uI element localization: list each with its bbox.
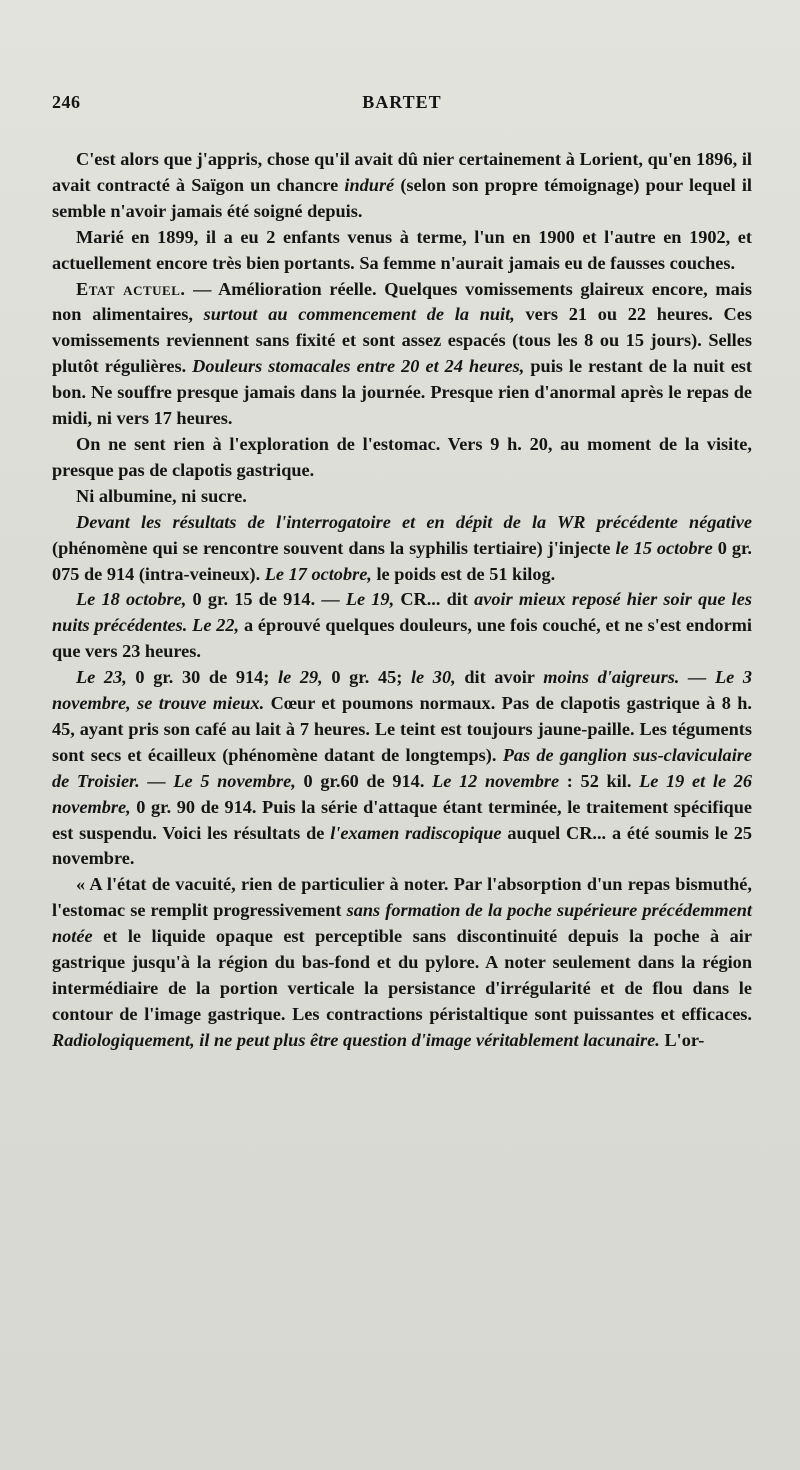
paragraph	[52, 587, 752, 665]
text-run: puis le restant de la nuit est bon. Ne souffre presque jamais dans la journée. Presque rien d'anormal après le repas de midi, ni vers 17 heures.	[52, 356, 753, 429]
italic-text: Le 23,	[76, 667, 127, 688]
text-run: a éprouvé quelques douleurs, une fois couché, et ne s'est endormi que vers 23 heures.	[52, 615, 752, 662]
italic-text: Le 18 octobre,	[76, 589, 187, 610]
italic-text: Le 17 octobre,	[264, 563, 372, 584]
italic-text: moins d'aigreurs. — Le 3 novembre, se trouve mieux.	[52, 667, 753, 714]
page-number: 246	[52, 92, 81, 112]
italic-text: le 30,	[410, 667, 456, 688]
paragraph	[52, 484, 752, 510]
text-run: CR... dit	[394, 589, 475, 610]
text-run: Cœur et poumons normaux. Pas de clapotis gastrique à 8 h. 45, ayant pris son café au lait à 7 heures. Le teint est toujours jaune-paille. Les téguments sont secs et écailleux (phénomène datant de longtemps).	[52, 693, 752, 765]
italic-text: Pas de ganglion sus-claviculaire de Troisier. — Le 5 novembre,	[52, 744, 753, 791]
italic-text: Douleurs stomacales entre 20 et 24 heures,	[192, 356, 525, 377]
text-run: le poids est de 51 kilog.	[371, 563, 556, 584]
italic-text: induré	[344, 174, 395, 195]
paragraph	[52, 147, 752, 225]
paragraph	[52, 665, 752, 872]
italic-text: Le 12 novembre	[432, 770, 560, 791]
italic-text: le 15 octobre	[615, 537, 713, 558]
italic-text: Le 19 et le 26 novembre,	[52, 770, 753, 817]
text-run: (phénomène qui se rencontre souvent dans la syphilis tertiaire) j'injecte	[52, 537, 616, 558]
text-run: — Amélioration réelle. Quelques vomissements glaireux encore, mais non alimentaires,	[52, 278, 752, 325]
text-run: C'est alors que j'appris, chose qu'il avait dû nier certainement à Lorient, qu'en 1896, il avait contracté à Saïgon un chancre	[52, 149, 752, 195]
paragraph	[52, 225, 752, 277]
paragraph	[52, 432, 752, 484]
text-run: 0 gr. 15 de 914. —	[186, 589, 346, 610]
text-run: « A l'état de vacuité, rien de particulier à noter. Par l'absorption d'un repas bismuthé, l'estomac se remplit progressivement	[52, 874, 752, 921]
italic-text: sans formation de la poche supérieure précédemment notée	[52, 900, 752, 947]
text-run: 0 gr.60 de 914.	[295, 770, 433, 791]
page-header	[52, 92, 752, 116]
text-run: vers 21 ou 22 heures. Ces vomissements reviennent sans fixité et sont assez espacés (tous les 8 ou 15 jours). Selles plutôt régulières.	[52, 304, 752, 377]
text-run: 0 gr. 90 de 914. Puis la série d'attaque étant terminée, le traitement spécifique est suspendu. Voici les résultats de	[52, 796, 752, 843]
italic-text: Le 19,	[345, 589, 395, 610]
paragraph	[52, 510, 752, 588]
italic-text: l'examen radiscopique	[330, 822, 502, 843]
italic-text: avoir mieux reposé hier soir que les nuits précédentes. Le 22,	[52, 589, 752, 636]
text-run: L'or-	[659, 1029, 705, 1050]
text-run: 0 gr. 075 de 914 (intra-veineux).	[52, 537, 752, 584]
text-run: Marié en 1899, il a eu 2 enfants venus à terme, l'un en 1900 et l'autre en 1902, et actuellement encore très bien portants. Sa femme n'aurait jamais eu de fausses couches.	[52, 226, 752, 273]
text-run: (selon son propre témoignage) pour lequel il semble n'avoir jamais été soigné depuis.	[52, 174, 752, 221]
text-run: On ne sent rien à l'exploration de l'estomac. Vers 9 h. 20, au moment de la visite, presque pas de clapotis gastrique.	[52, 433, 752, 480]
paragraph	[52, 872, 752, 1053]
text-run: Ni albumine, ni sucre.	[76, 485, 247, 506]
italic-text: Radiologiquement, il ne peut plus être question d'image véritablement lacunaire.	[52, 1029, 660, 1050]
body-text	[52, 147, 752, 1054]
running-title: BARTET	[362, 92, 442, 112]
text-run: : 52 kil.	[559, 770, 640, 791]
text-run: 0 gr. 45;	[322, 667, 411, 688]
text-run: auquel CR... a été soumis le 25 novembre.	[52, 822, 752, 869]
section-label: Etat actuel.	[76, 278, 186, 299]
text-run: et le liquide opaque est perceptible sans discontinuité depuis la poche à air gastrique jusqu'à la région du bas-fond et du pylore. A noter seulement dans la région intermédiaire de la portion verticale la persistance d'irrégularité et de flou dans le contour de l'image gastrique. Les contractions péristaltique sont puissantes et efficaces.	[52, 926, 752, 1024]
italic-text: Devant les résultats de l'interrogatoire et en dépit de la WR précédente négative	[76, 511, 752, 532]
text-run: dit avoir	[455, 667, 544, 688]
paragraph	[52, 277, 752, 432]
italic-text: le 29,	[278, 667, 323, 688]
italic-text: surtout au commencement de la nuit,	[203, 304, 515, 325]
text-run: 0 gr. 30 de 914;	[126, 667, 279, 688]
